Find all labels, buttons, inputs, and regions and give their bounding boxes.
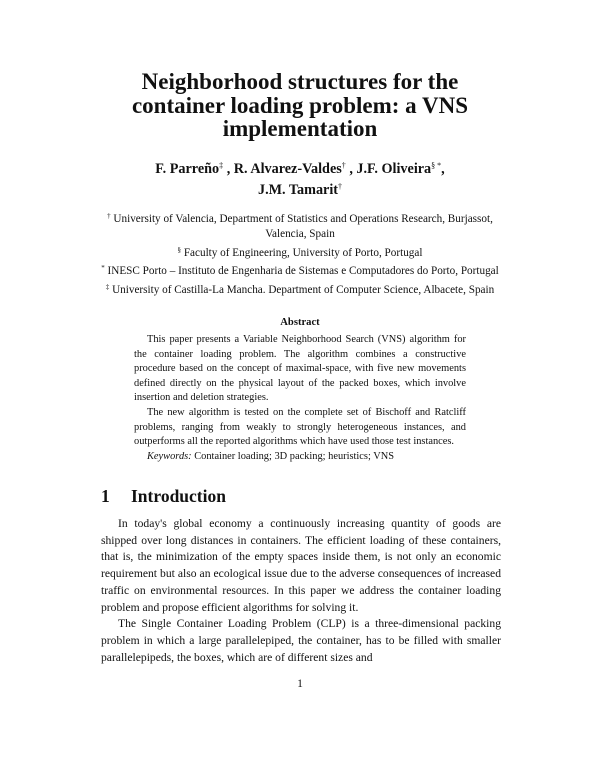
author-affiliation-mark: ‡ — [219, 161, 224, 170]
affiliation-list — [90, 209, 510, 298]
body-text — [101, 516, 501, 666]
keywords-label: Keywords: — [147, 450, 192, 462]
author-name: J.M. Tamarit — [258, 182, 338, 198]
author-affiliation-mark: § * — [431, 161, 442, 170]
affiliation — [90, 280, 510, 298]
abstract-body — [134, 333, 466, 464]
body-paragraph: In today's global economy a continuously increasing quantity of goods are shipped over long distances in containers. The efficient loading of these containers, that is, the minimization of the empty spaces inside them, is not only an economic requirement but also an ecological issue due to the adverse consequences of increased traffic on environmental resources. In this paper we address the container loading problem and propose efficient algorithms for solving it. — [101, 517, 501, 614]
author-affiliation-mark: † — [338, 182, 342, 191]
title-line-2: container loading problem: a VNS — [131, 92, 469, 118]
author-name: J.F. Oliveira — [356, 161, 432, 177]
body-paragraph: The Single Container Loading Problem (CLP) is a three-dimensional packing problem in which a large parallelepiped, the container, has to be filled with smaller parallelepipeds, the boxes, which are of different sizes and — [101, 617, 501, 664]
affiliation — [90, 243, 510, 261]
affiliation-text: INESC Porto – Instituto de Engenharia de Sistemas e Computadores do Porto, Portugal — [107, 265, 499, 278]
affiliation-text: Faculty of Engineering, University of Porto, Portugal — [183, 246, 423, 259]
page-number: 1 — [297, 677, 303, 690]
section-heading — [101, 486, 226, 507]
section-title: Introduction — [131, 486, 226, 506]
paper-title — [60, 70, 540, 141]
abstract-paragraph: This paper presents a Variable Neighborhood Search (VNS) algorithm for the container loading problem. The algorithm combines a constructive procedure based on the concept of maximal-space, with five new movements defined directly on the physical layout of the packed boxes, which involve insertion and deletion strategies. — [134, 334, 466, 404]
affiliation-text: University of Valencia, Department of Statistics and Operations Research, Burjassot, Valencia, Spain — [113, 213, 493, 241]
author-separator: , — [441, 161, 445, 177]
affiliation-mark: § — [177, 245, 182, 254]
abstract-heading: Abstract — [280, 317, 320, 328]
affiliation-mark: ‡ — [105, 282, 110, 291]
affiliation-mark: † — [107, 212, 111, 220]
affiliation — [90, 209, 510, 243]
keywords-line — [134, 450, 466, 465]
affiliation-text: University of Castilla-La Mancha. Department of Computer Science, Albacete, Spain — [112, 283, 495, 296]
keywords-text: Container loading; 3D packing; heuristics; VNS — [191, 450, 395, 462]
author-separator: , — [345, 161, 357, 177]
title-line-1: Neighborhood structures for the — [141, 69, 459, 94]
author-affiliation-mark: † — [341, 161, 346, 170]
author-name: F. Parreño — [155, 161, 220, 177]
abstract-paragraph: The new algorithm is tested on the complete set of Bischoff and Ratcliff problems, ranging from weakly to strongly heterogeneous instances, and outperforms all the reported algorithms which have used those test instances. — [134, 406, 466, 448]
section-number: 1 — [101, 486, 110, 506]
author-name: R. Alvarez-Valdes — [233, 161, 342, 177]
affiliation — [90, 261, 510, 279]
author-separator: , — [223, 161, 234, 177]
title-line-3: implementation — [222, 116, 378, 141]
affiliation-mark: * — [101, 264, 105, 273]
author-list — [60, 157, 540, 199]
